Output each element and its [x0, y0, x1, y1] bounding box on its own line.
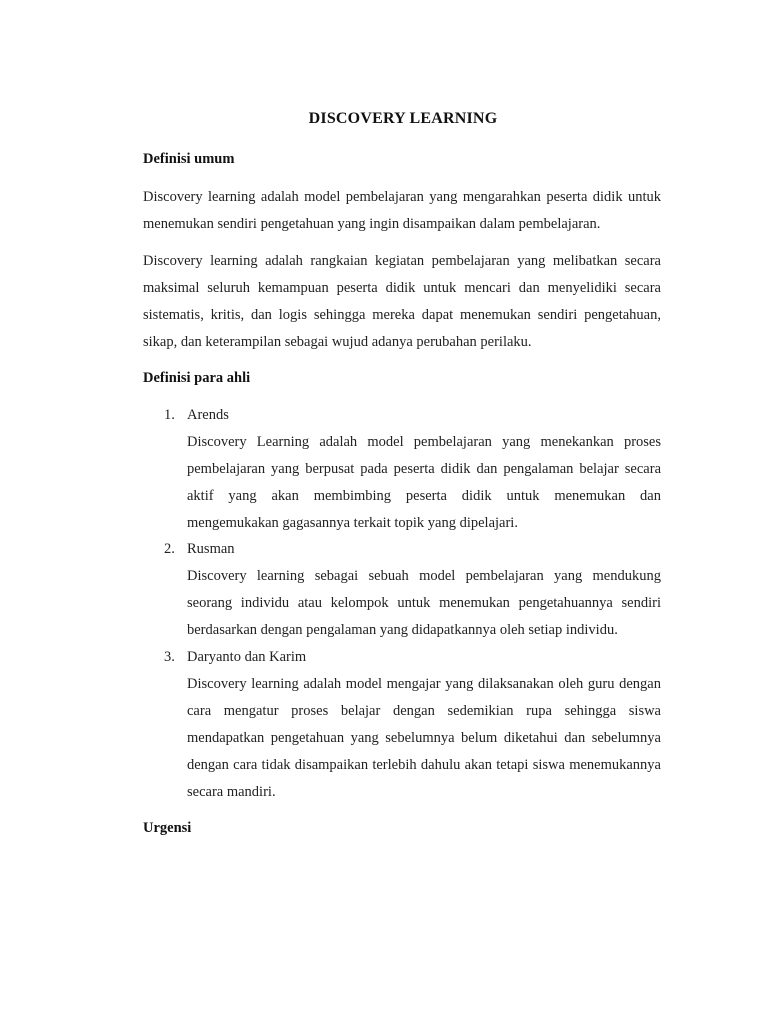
- list-number: 1.: [164, 407, 175, 423]
- document-title: DISCOVERY LEARNING: [308, 110, 498, 127]
- heading-general-definition: Definisi umum: [143, 151, 235, 167]
- paragraph-general-2: Discovery learning adalah rangkaian kegiatan pembelajaran yang melibatkan secara maksimal seluruh kemampuan peserta didik untuk mencari dan menyelidiki secara sistematis, kritis, dan logis sehingga mereka dapat menemukan sendiri pengetahuan, sikap, dan keterampilan sebagai wujud adanya perubahan perilaku.: [143, 253, 661, 350]
- heading-expert-definitions: Definisi para ahli: [143, 370, 251, 386]
- list-number: 3.: [164, 649, 175, 665]
- paragraph-general-1: Discovery learning adalah model pembelajaran yang mengarahkan peserta didik untuk menemukan sendiri pengetahuan yang ingin disampaikan dalam pembelajaran.: [143, 189, 661, 232]
- list-number: 2.: [164, 541, 175, 557]
- expert-definition-daryanto-karim: Discovery learning adalah model mengajar yang dilaksanakan oleh guru dengan cara mengatur proses belajar dengan sedemikian rupa sehingga siswa mendapatkan pengetahuan yang sebelumnya belum diketahui dan sebelumnya dengan cara tidak disampaikan terlebih dahulu akan tetapi siswa menemukannya secara mandiri.: [187, 676, 661, 800]
- expert-name: Daryanto dan Karim: [187, 649, 307, 665]
- heading-urgency: Urgensi: [143, 820, 192, 836]
- expert-name: Rusman: [187, 541, 235, 557]
- expert-name: Arends: [187, 407, 229, 423]
- expert-definition-arends: Discovery Learning adalah model pembelajaran yang menekankan proses pembelajaran yang berpusat pada peserta didik dan pengalaman belajar secara aktif yang akan membimbing peserta didik untuk menemukan dan mengemukakan gagasannya terkait topik yang dipelajari.: [187, 434, 661, 531]
- expert-definition-rusman: Discovery learning sebagai sebuah model pembelajaran yang mendukung seorang individu atau kelompok untuk menemukan pengetahuannya sendiri berdasarkan dengan pengalaman yang didapatkannya oleh setiap individu.: [187, 568, 661, 638]
